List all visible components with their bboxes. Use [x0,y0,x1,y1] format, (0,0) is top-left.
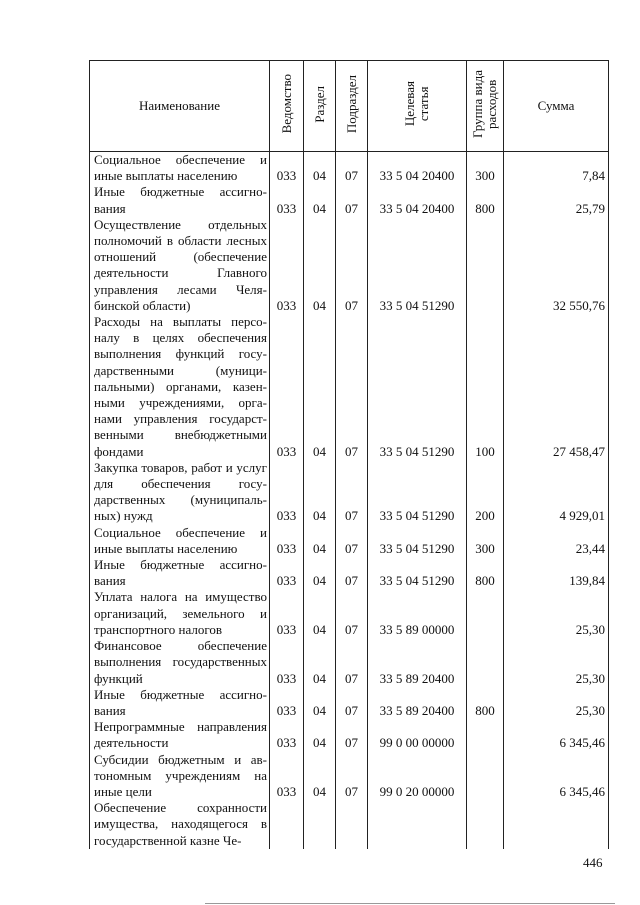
row-celevaya-cell: 33 5 04 20400 [368,152,467,185]
row-gruppa-cell: 300 [467,152,504,185]
row-podrazdel-cell: 07 [336,752,368,801]
row-name-cell: Финансовое обеспечение выполнения государственных функций [90,638,270,687]
row-vedomstvo-cell: 033 [270,638,304,687]
row-name-cell: Закупка товаров, работ и услуг для обеспечения государственных (муниципальных) нужд [90,460,270,525]
bottom-rule [205,903,615,904]
header-gruppa-label: Группа вида расходов [470,69,499,138]
row-razdel-cell: 04 [304,152,336,185]
row-summa-cell: 25,30 [504,687,609,719]
row-celevaya-cell: 33 5 89 20400 [368,687,467,719]
table-row [90,217,609,314]
header-name: Наименование [90,61,270,152]
row-gruppa-cell: 300 [467,525,504,557]
row-podrazdel-cell: 07 [336,217,368,314]
row-name-cell: Непрограммные направления деятельности [90,719,270,751]
header-razdel-label: Раздел [311,85,327,123]
row-podrazdel-cell: 07 [336,589,368,638]
page-number: 446 [583,855,603,870]
header-celevaya [368,61,467,152]
row-celevaya-cell: 33 5 04 20400 [368,184,467,216]
row-podrazdel-cell: 07 [336,460,368,525]
row-celevaya-cell [368,800,467,849]
row-summa-cell: 4 929,01 [504,460,609,525]
row-razdel-cell: 04 [304,525,336,557]
budget-table [89,60,609,849]
row-podrazdel-cell [336,800,368,849]
row-name-cell: Осуществление отдельных полномочий в области лесных отношений (обеспечение деятельности Главного управления лесами Челябинской области) [90,217,270,314]
row-podrazdel-cell: 07 [336,638,368,687]
row-summa-cell: 25,30 [504,638,609,687]
row-name-cell: Расходы на выплаты персоналу в целях обеспечения выполнения функций государственными (муниципальными) органами, казенными учреждениями, органами управления государственными внебюджетными фондами [90,314,270,460]
row-vedomstvo-cell: 033 [270,752,304,801]
table-row [90,800,609,849]
row-name-cell: Иные бюджетные ассигнования [90,687,270,719]
header-podrazdel [336,61,368,152]
row-razdel-cell: 04 [304,687,336,719]
row-celevaya-cell: 33 5 04 51290 [368,525,467,557]
row-summa-cell: 25,79 [504,184,609,216]
row-razdel-cell: 04 [304,719,336,751]
row-podrazdel-cell: 07 [336,557,368,589]
table-row [90,752,609,801]
row-vedomstvo-cell: 033 [270,687,304,719]
table-row [90,152,609,185]
row-summa-cell: 6 345,46 [504,752,609,801]
row-summa-cell: 25,30 [504,589,609,638]
row-summa-cell: 6 345,46 [504,719,609,751]
row-name-cell: Обеспечение сохранности имущества, находящегося в государственной казне Че- [90,800,270,849]
row-gruppa-cell: 800 [467,557,504,589]
row-name-cell: Иные бюджетные ассигнования [90,184,270,216]
row-celevaya-cell: 33 5 89 00000 [368,589,467,638]
row-vedomstvo-cell [270,800,304,849]
header-vedomstvo [270,61,304,152]
row-celevaya-cell: 33 5 04 51290 [368,460,467,525]
row-razdel-cell: 04 [304,184,336,216]
row-vedomstvo-cell: 033 [270,719,304,751]
row-podrazdel-cell: 07 [336,687,368,719]
table-row [90,638,609,687]
header-summa: Сумма [504,61,609,152]
row-podrazdel-cell: 07 [336,152,368,185]
row-podrazdel-cell: 07 [336,719,368,751]
row-celevaya-cell: 33 5 04 51290 [368,557,467,589]
row-vedomstvo-cell: 033 [270,525,304,557]
header-celevaya-label: Целевая статья [402,81,431,127]
row-gruppa-cell: 800 [467,687,504,719]
row-name-cell: Социальное обеспечение и иные выплаты населению [90,152,270,185]
header-vedomstvo-label: Ведомство [278,74,294,134]
row-vedomstvo-cell: 033 [270,589,304,638]
row-razdel-cell: 04 [304,589,336,638]
table-row [90,557,609,589]
table-header [90,61,609,152]
row-vedomstvo-cell: 033 [270,152,304,185]
row-vedomstvo-cell: 033 [270,184,304,216]
row-gruppa-cell [467,217,504,314]
row-gruppa-cell: 800 [467,184,504,216]
table-row [90,184,609,216]
row-gruppa-cell [467,589,504,638]
row-celevaya-cell: 33 5 04 51290 [368,314,467,460]
row-gruppa-cell [467,638,504,687]
row-vedomstvo-cell: 033 [270,460,304,525]
table-body [90,152,609,849]
row-summa-cell: 27 458,47 [504,314,609,460]
row-name-cell: Иные бюджетные ассигнования [90,557,270,589]
row-celevaya-cell: 33 5 04 51290 [368,217,467,314]
row-razdel-cell: 04 [304,217,336,314]
row-vedomstvo-cell: 033 [270,217,304,314]
row-vedomstvo-cell: 033 [270,557,304,589]
row-razdel-cell [304,800,336,849]
table-row [90,314,609,460]
table-row [90,719,609,751]
row-gruppa-cell [467,719,504,751]
row-summa-cell: 139,84 [504,557,609,589]
table-row [90,460,609,525]
row-podrazdel-cell: 07 [336,525,368,557]
row-celevaya-cell: 99 0 00 00000 [368,719,467,751]
row-gruppa-cell: 100 [467,314,504,460]
row-gruppa-cell: 200 [467,460,504,525]
row-razdel-cell: 04 [304,460,336,525]
row-celevaya-cell: 99 0 20 00000 [368,752,467,801]
header-podrazdel-label: Подраздел [343,74,359,133]
row-razdel-cell: 04 [304,752,336,801]
row-razdel-cell: 04 [304,557,336,589]
row-celevaya-cell: 33 5 89 20400 [368,638,467,687]
row-name-cell: Субсидии бюджетным и автономным учреждениям на иные цели [90,752,270,801]
table-row [90,687,609,719]
table-row [90,589,609,638]
row-gruppa-cell [467,800,504,849]
header-razdel [304,61,336,152]
row-summa-cell: 23,44 [504,525,609,557]
row-summa-cell: 7,84 [504,152,609,185]
header-gruppa [467,61,504,152]
row-vedomstvo-cell: 033 [270,314,304,460]
row-razdel-cell: 04 [304,638,336,687]
row-podrazdel-cell: 07 [336,314,368,460]
row-gruppa-cell [467,752,504,801]
row-name-cell: Социальное обеспечение и иные выплаты населению [90,525,270,557]
row-summa-cell: 32 550,76 [504,217,609,314]
row-podrazdel-cell: 07 [336,184,368,216]
row-name-cell: Уплата налога на имущество организаций, земельного и транспортного налогов [90,589,270,638]
row-razdel-cell: 04 [304,314,336,460]
row-summa-cell [504,800,609,849]
table-row [90,525,609,557]
